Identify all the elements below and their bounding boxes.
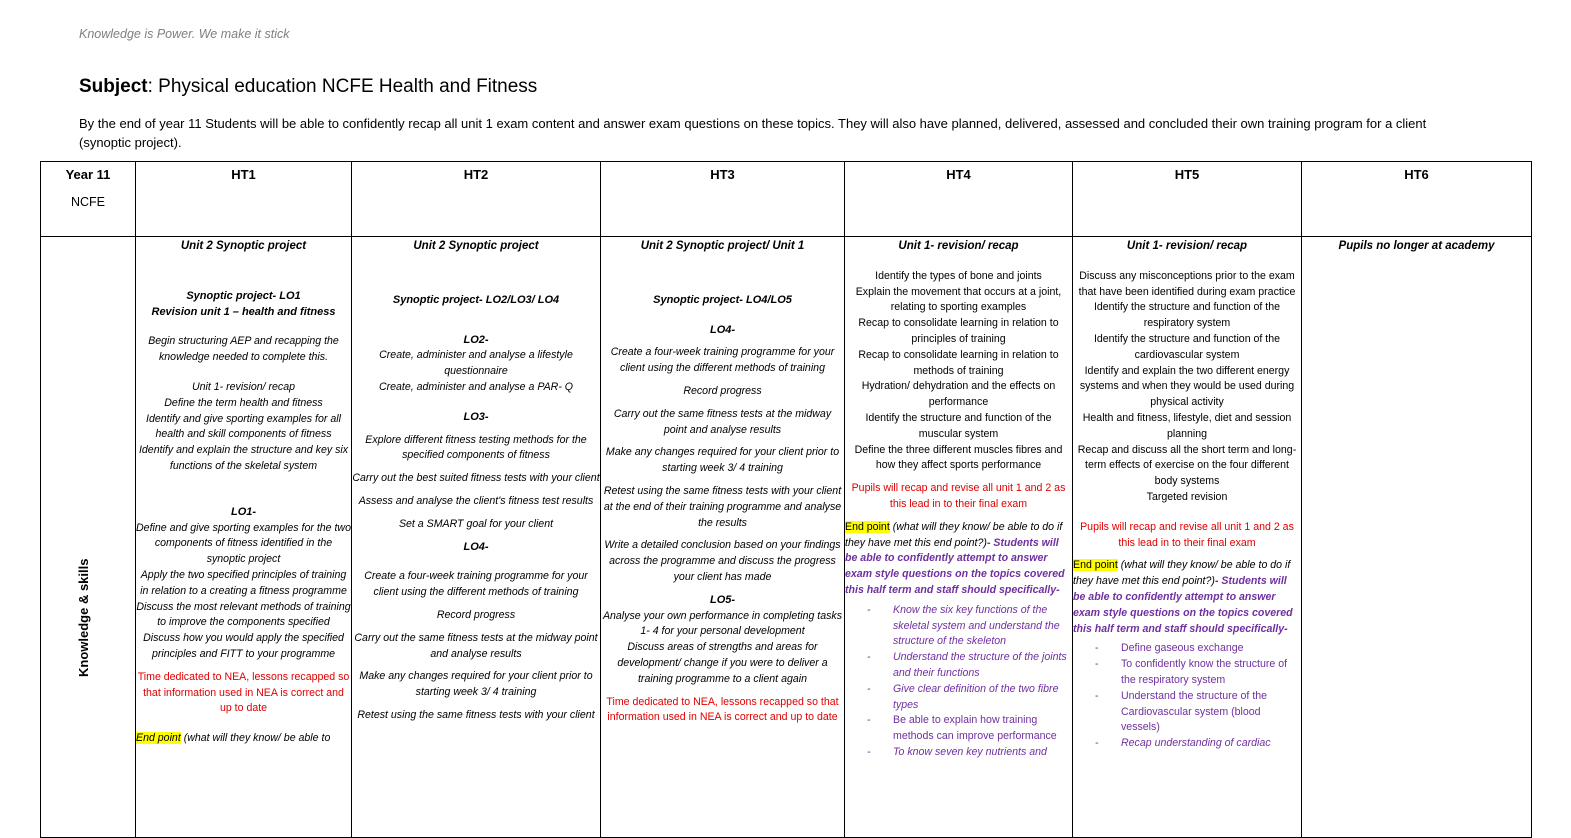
title-text: : Physical education NCFE Health and Fitness [147,76,538,97]
knowledge-row [41,237,1532,838]
ht1-cell: Unit 2 Synoptic project Synoptic project- LO1 Revision unit 1 – health and fitness Begin structuring AEP and recapping the knowledge needed to complete this. Unit 1- revision/ recap Define the term health and fitness Identify and give sporting examples for all health and skill components of fitness Identify and explain the structure and key six functions of the skeletal system LO1- Define and give sporting examples for the two components of fitness identified in the synoptic project Apply the two specified principles of training in relation to a creating a fitness programme Discuss the most relevant methods of training to improve the components specified Discuss how you would apply the specified principles and FITT to your programme Time dedicated to NEA, lessons recapped so that information used in NEA is correct and up to date End point (what will they know/ be able to [136,237,352,838]
header-row [41,162,1532,237]
ht4-bullets: - Know the six key functions of the skeletal system and understand the structure of the skeleton - Understand the structure of the joints and their functions - Give clear definition of the two fibre types - Be able to explain how training methods can improve performance - To know seven key nutrients and [845,603,1072,761]
intro-paragraph: By the end of year 11 Students will be able to confidently recap all unit 1 exam content and answer exam questions on these topics. They will also have planned, delivered, assessed and concluded their own training program for a client (synoptic project). [79,116,1427,150]
ht1-nea-note: Time dedicated to NEA, lessons recapped so that information used in NEA is correct and up to date [137,670,350,715]
ht3-heading: Unit 2 Synoptic project/ Unit 1 [640,240,805,252]
title-label: Subject [79,76,148,97]
ht5-recap-note: Pupils will recap and revise all unit 1 and 2 as this lead in to their final exam [1080,520,1294,549]
course-label: NCFE [70,195,106,209]
side-label-cell [41,237,136,838]
side-label: Knowledge & skills [76,558,91,677]
ht6-heading: Pupils no longer at academy [1338,240,1495,252]
ht2-cell: Unit 2 Synoptic project Synoptic project- LO2/LO3/ LO4 LO2- Create, administer and analyse a lifestyle questionnaire Create, administer and analyse a PAR- Q LO3- Explore different fitness testing methods for the specified components of fitness Carry out the best suited fitness tests with your client Assess and analyse the client's fitness test results Set a SMART goal for your client LO4- Create a four-week training programme for your client using the different methods of training Record progress Carry out the same fitness tests at the midway point and analyse results Make any changes required for your client prior to starting week 3/ 4 training Retest using the same fitness tests with your client [352,237,601,838]
ht3-header: HT3 [601,162,845,237]
ht5-header: HT5 [1073,162,1302,237]
ht1-header: HT1 [136,162,352,237]
ht5-bullets: - Define gaseous exchange - To confidently know the structure of the respiratory system - Understand the structure of the Cardiovascular system (blood vessels) - Recap understanding of cardiac [1073,641,1301,752]
ht3-nea-note: Time dedicated to NEA, lessons recapped so that information used in NEA is correct and up to date [606,695,839,724]
ht4-heading: Unit 1- revision/ recap [898,240,1019,252]
ht6-header: HT6 [1302,162,1532,237]
ht3-cell: Unit 2 Synoptic project/ Unit 1 Synoptic project- LO4/LO5 LO4- Create a four-week training programme for your client using the different methods of training Record progress Carry out the same fitness tests at the midway point and analyse results Make any changes required for your client prior to starting week 3/ 4 training Retest using the same fitness tests with your client at the end of their training programme and analyse the results Write a detailed conclusion based on your findings across the programme and discuss the progress your client has made LO5- Analyse your own performance in completing tasks 1- 4 for your personal development Discuss areas of strengths and areas for development/ change if you were to deliver a training programme to a client again Time dedicated to NEA, lessons recapped so that information used in NEA is correct and up to date [601,237,845,838]
year-label: Year 11 [65,167,111,182]
ht2-heading: Unit 2 Synoptic project [413,240,539,252]
ht2-header: HT2 [352,162,601,237]
tagline: Knowledge is Power. We make it stick [79,27,290,41]
ht1-heading: Unit 2 Synoptic project [180,240,307,252]
ht5-cell: Unit 1- revision/ recap Discuss any misconceptions prior to the exam that have been identified during exam practice Identify the structure and function of the respiratory system Identify the structure and function of the cardiovascular system Identify and explain the two different energy systems and when they would be used during physical activity Health and fitness, lifestyle, diet and session planning Recap and discuss all the short term and long-term effects of exercise on the four different body systems Targeted revision Pupils will recap and revise all unit 1 and 2 as this lead in to their final exam End point (what will they know/ be able to do if they have met this end point?)- Students will be able to confidently attempt to answer exam style questions on the topics covered this half term and staff should specifically- - Define gaseous exchange - To confidently know the structure of the respiratory system - Understand the structure of the Cardiovascular system (blood vessels) - Recap understanding of cardiac [1073,237,1302,838]
ht4-cell: Unit 1- revision/ recap Identify the types of bone and joints Explain the movement that occurs at a joint, relating to sporting examples Recap to consolidate learning in relation to principles of training Recap to consolidate learning in relation to methods of training Hydration/ dehydration and the effects on performance Identify the structure and function of the muscular system Define the three different muscles fibres and how they affect sports performance Pupils will recap and revise all unit 1 and 2 as this lead in to their final exam End point (what will they know/ be able to do if they have met this end point?)- Students will be able to confidently attempt to answer exam style questions on the topics covered this half term and staff should specifically- - Know the six key functions of the skeletal system and understand the structure of the skeleton - Understand the structure of the joints and their functions - Give clear definition of the two fibre types - Be able to explain how training methods can improve performance - To know seven key nutrients and [845,237,1073,838]
ht4-header: HT4 [845,162,1073,237]
ht5-heading: Unit 1- revision/ recap [1126,240,1248,252]
ht4-recap-note: Pupils will recap and revise all unit 1 and 2 as this lead in to their final exam [851,482,1066,510]
curriculum-table [40,161,1532,838]
year-header [41,162,136,237]
page-title [79,76,537,98]
ht6-cell [1302,237,1532,838]
